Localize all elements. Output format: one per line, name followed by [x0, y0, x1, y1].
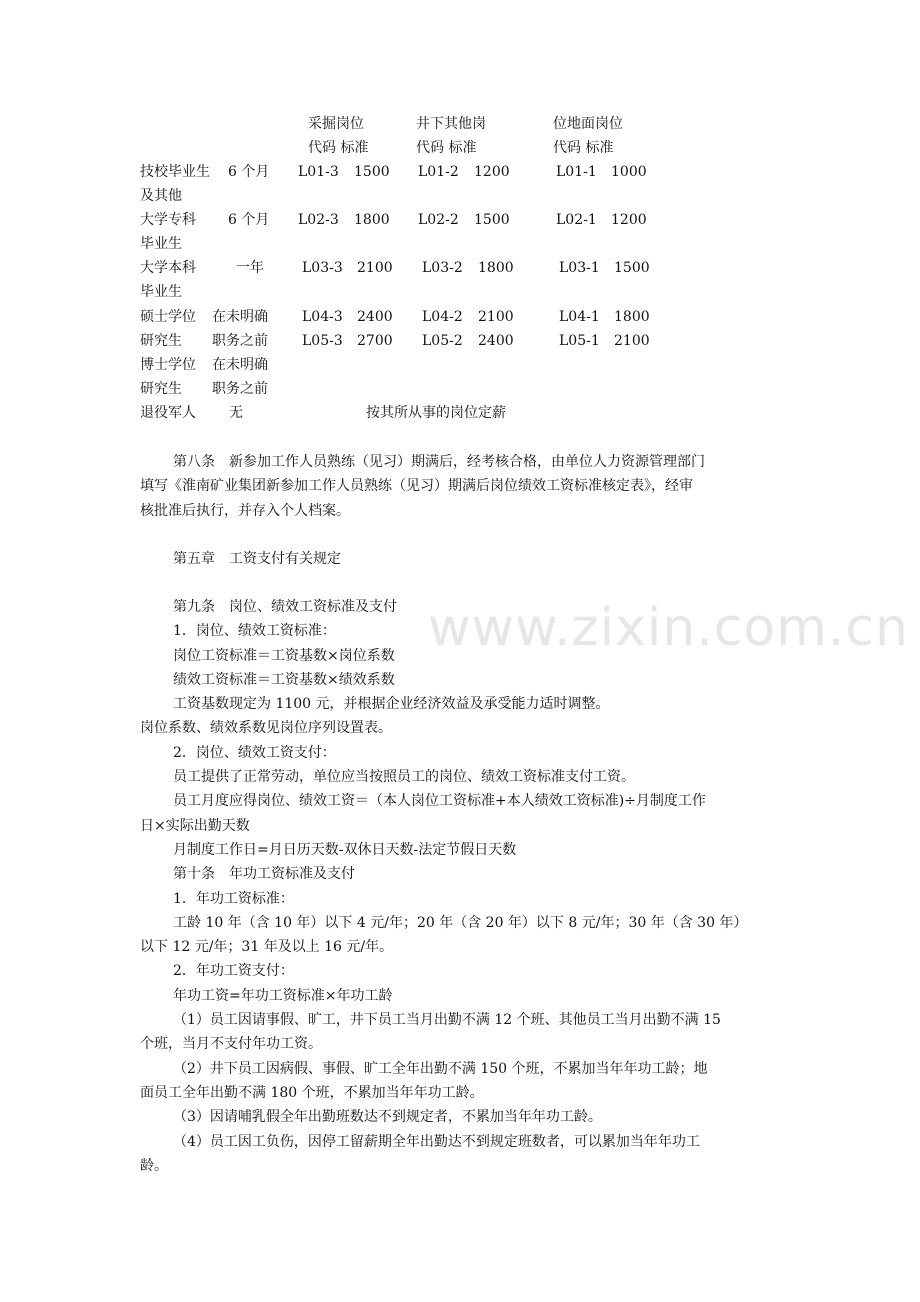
- chapter-title: 第五章 工资支付有关规定: [173, 551, 341, 567]
- row-standard: 2400: [357, 309, 393, 325]
- section-heading: 1．岗位、绩效工资标准：: [173, 623, 336, 640]
- paragraph: 工龄 10 年（含 10 年）以下 4 元/年；20 年（含 20 年）以下 8 元/年；30 年（含 30 年）: [173, 914, 748, 931]
- row-term: 在未明确: [212, 357, 268, 373]
- row-code: L01-2: [418, 164, 459, 180]
- row-standard: 1500: [614, 260, 650, 276]
- row-code: L02-3: [298, 212, 339, 228]
- row-code: L04-2: [422, 309, 463, 325]
- row-label-cont: 毕业生: [140, 236, 182, 252]
- row-code: L05-2: [422, 333, 463, 349]
- row-label: 大学本科: [140, 260, 196, 276]
- row-standard: 2100: [614, 333, 650, 349]
- row-label: 大学专科: [140, 212, 196, 228]
- row-code: L04-3: [302, 309, 343, 325]
- formula: 月制度工作日=月日历天数-双休日天数-法定节假日天数: [173, 841, 517, 858]
- row-term: 职务之前: [212, 381, 268, 397]
- article-8-line: 第八条 新参加工作人员熟练（见习）期满后，经考核合格，由单位人力资源管理部门: [173, 454, 705, 470]
- row-code: L01-1: [556, 164, 597, 180]
- row-standard: 1200: [611, 212, 647, 228]
- row-term: 6 个月: [228, 212, 270, 228]
- row-standard: 2400: [478, 333, 514, 349]
- list-item: （2）井下员工因病假、事假、旷工全年出勤不满 150 个班，不累加当年年功工龄；地: [173, 1060, 708, 1077]
- list-item: （3）因请哺乳假全年出勤班数达不到规定者，不累加当年年功工龄。: [173, 1109, 602, 1126]
- formula: 年功工资=年功工资标准×年功工龄: [173, 987, 393, 1004]
- article-9-10: [140, 595, 790, 1178]
- subheader-underground: 代码 标准: [416, 140, 477, 156]
- row-code: L05-3: [302, 333, 343, 349]
- row-standard: 1500: [354, 164, 390, 180]
- row-code: L05-1: [559, 333, 600, 349]
- row-term: 一年: [236, 260, 264, 276]
- row-code: L03-3: [302, 260, 343, 276]
- subheader-mining: 代码 标准: [308, 140, 369, 156]
- list-item-cont: 个班，当月不支付年功工资。: [140, 1036, 322, 1053]
- row-label-cont: 毕业生: [140, 284, 182, 300]
- list-item: （4）员工因工负伤，因停工留薪期全年出勤达不到规定班数者，可以累加当年年功工: [173, 1133, 700, 1150]
- list-item-cont: 面员工全年出勤不满 180 个班，不累加当年年功工龄。: [140, 1084, 484, 1101]
- paragraph: 日×实际出勤天数: [140, 817, 250, 834]
- row-standard: 1800: [354, 212, 390, 228]
- row-code: L01-3: [298, 164, 339, 180]
- row-label: 研究生: [140, 381, 182, 397]
- row-label-cont: 及其他: [140, 188, 182, 204]
- row-label: 硕士学位: [140, 309, 196, 325]
- row-standard: 1500: [474, 212, 510, 228]
- section-heading: 1．年功工资标准：: [173, 890, 294, 907]
- paragraph: 员工提供了正常劳动，单位应当按照员工的岗位、绩效工资标准支付工资。: [173, 769, 635, 786]
- subheader-surface: 代码 标准: [553, 140, 614, 156]
- row-code: L03-1: [559, 260, 600, 276]
- row-term: 职务之前: [212, 333, 268, 349]
- row-code: L04-1: [559, 309, 600, 325]
- list-item: （1）员工因请事假、旷工，井下员工当月出勤不满 12 个班、其他员工当月出勤不满 15: [173, 1012, 721, 1029]
- article-8-line: 核批准后执行，并存入个人档案。: [140, 502, 350, 519]
- row-standard: 2100: [478, 309, 514, 325]
- watermark: www.zixin.com.cn: [428, 598, 909, 658]
- formula: 绩效工资标准＝工资基数×绩效系数: [173, 671, 395, 688]
- row-code: L02-1: [556, 212, 597, 228]
- section-heading: 2．年功工资支付：: [173, 963, 294, 980]
- header-surface: 位地面岗位: [553, 116, 623, 132]
- formula: 岗位工资标准＝工资基数×岗位系数: [173, 647, 395, 664]
- paragraph: 以下 12 元/年；31 年及以上 16 元/年。: [140, 939, 394, 956]
- row-term: 6 个月: [228, 164, 270, 180]
- list-item-cont: 龄。: [140, 1157, 168, 1174]
- row-standard: 1800: [614, 309, 650, 325]
- section-heading: 2．岗位、绩效工资支付：: [173, 744, 336, 761]
- chapter-5-heading: [140, 547, 790, 571]
- row-label: 技校毕业生: [140, 164, 210, 180]
- header-mining: 采掘岗位: [308, 116, 364, 132]
- paragraph: 岗位系数、绩效系数见岗位序列设置表。: [140, 720, 392, 737]
- article-10-title: 第十条 年功工资标准及支付: [173, 866, 355, 883]
- article-8-line: 填写《淮南矿业集团新参加工作人员熟练（见习）期满后岗位绩效工资标准核定表》，经审: [140, 478, 693, 495]
- row-code: L03-2: [422, 260, 463, 276]
- row-label: 研究生: [140, 333, 182, 349]
- row-standard: 1800: [478, 260, 514, 276]
- row-standard: 2100: [357, 260, 393, 276]
- row-standard: 2700: [357, 333, 393, 349]
- row-code: L02-2: [418, 212, 459, 228]
- row-standard: 1200: [474, 164, 510, 180]
- row-label: 退役军人: [140, 405, 196, 421]
- row-term: 在未明确: [212, 309, 268, 325]
- row-standard: 1000: [611, 164, 647, 180]
- row-term: 无: [229, 405, 243, 421]
- row-note: 按其所从事的岗位定薪: [366, 405, 506, 421]
- row-label: 博士学位: [140, 357, 196, 373]
- article-9-title: 第九条 岗位、绩效工资标准及支付: [173, 599, 397, 615]
- paragraph: 员工月度应得岗位、绩效工资＝（本人岗位工资标准+本人绩效工资标准)÷月制度工作: [173, 793, 706, 810]
- paragraph: 工资基数现定为 1100 元，并根据企业经济效益及承受能力适时调整。: [173, 696, 610, 713]
- header-underground: 井下其他岗: [416, 116, 486, 132]
- article-8: [140, 450, 790, 523]
